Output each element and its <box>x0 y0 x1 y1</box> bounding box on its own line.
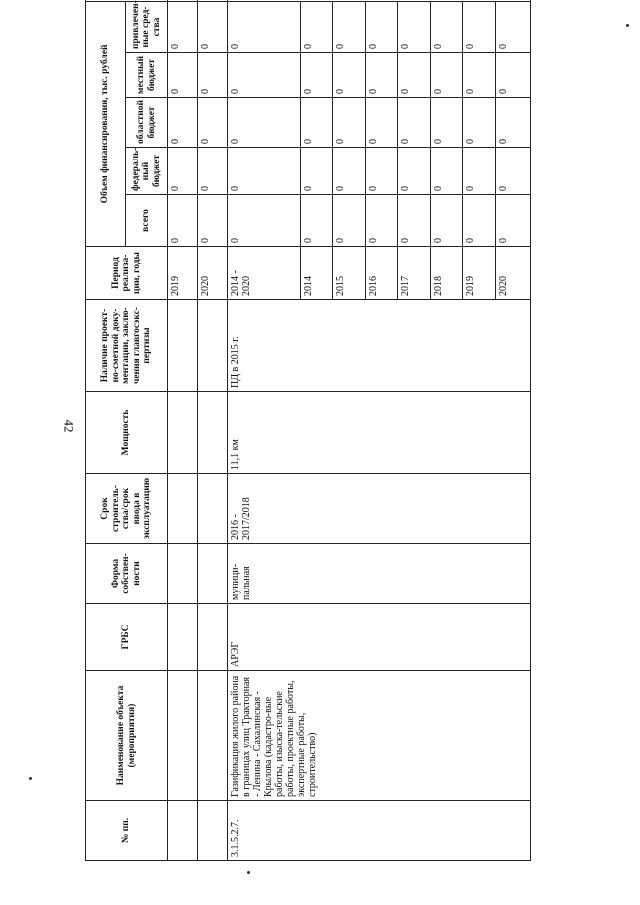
scan-speck <box>29 777 32 780</box>
object-num: 3.1.5.2.7. <box>227 801 530 861</box>
cell-local: 0 <box>398 53 431 98</box>
cell-federal: 0 <box>495 148 530 195</box>
cell-attracted: 0 <box>463 1 496 52</box>
cell-period: 2014 <box>300 247 333 300</box>
cell-federal: 0 <box>197 148 227 195</box>
cell-total: 0 <box>168 195 198 247</box>
cell-total: 0 <box>365 195 398 247</box>
rotated-table-frame <box>85 0 531 861</box>
header-attracted: привлечен-ные сред-ства <box>126 1 168 52</box>
cell-federal: 0 <box>300 148 333 195</box>
object-ownership: муници-пальная <box>227 544 530 604</box>
header-period: Период реализа-ции, годы <box>86 247 168 300</box>
cell-federal: 0 <box>398 148 431 195</box>
cell-total: 0 <box>430 195 463 247</box>
object-docs: ПД в 2015 г. <box>227 300 530 392</box>
scan-speck <box>247 871 250 874</box>
header-federal: федераль-ный бюджет <box>126 148 168 195</box>
cell-attracted: 0 <box>197 1 227 52</box>
cell-federal: 0 <box>227 148 300 195</box>
cell-local: 0 <box>197 53 227 98</box>
table-row <box>168 0 198 861</box>
cell-period: 2019 <box>168 247 198 300</box>
cell-total: 0 <box>300 195 333 247</box>
cell-federal: 0 <box>365 148 398 195</box>
cell-attracted: 0 <box>227 1 300 52</box>
header-construction-period: Срок строитель-ства/срок ввода в эксплуатацию <box>86 474 168 544</box>
cell-period: 2015 <box>333 247 366 300</box>
cell-period: 2014 - 2020 <box>227 247 300 300</box>
cell-regional: 0 <box>333 98 366 148</box>
cell-total: 0 <box>398 195 431 247</box>
cell-attracted: 0 <box>365 1 398 52</box>
cell-regional: 0 <box>197 98 227 148</box>
scan-speck <box>626 24 629 27</box>
cell-attracted: 0 <box>300 1 333 52</box>
cell-attracted: 0 <box>333 1 366 52</box>
header-docs: Наличие проект-но-сметной доку-ментации, заклю-чения главгосэкс-пертизы <box>86 300 168 392</box>
cell-local: 0 <box>227 53 300 98</box>
cell-period: 2020 <box>495 247 530 300</box>
cell-period: 2018 <box>430 247 463 300</box>
header-local: местный бюджет <box>126 53 168 98</box>
cell-federal: 0 <box>168 148 198 195</box>
table-row <box>227 0 300 861</box>
header-capacity: Мощность <box>86 392 168 474</box>
object-capacity: 11,1 км <box>227 392 530 474</box>
page-number: 42 <box>61 419 77 433</box>
table-container <box>85 0 531 861</box>
cell-attracted: 0 <box>168 1 198 52</box>
cell-local: 0 <box>168 53 198 98</box>
cell-local: 0 <box>495 53 530 98</box>
cell-federal: 0 <box>430 148 463 195</box>
table-row <box>197 0 227 861</box>
header-grbs: ГРБС <box>86 604 168 671</box>
cell-attracted: 0 <box>430 1 463 52</box>
cell-attracted: 0 <box>398 1 431 52</box>
cell-period: 2016 <box>365 247 398 300</box>
cell-federal: 0 <box>333 148 366 195</box>
cell-period: 2019 <box>463 247 496 300</box>
funding-table <box>85 0 531 861</box>
cell-regional: 0 <box>495 98 530 148</box>
object-construction-period: 2016 - 2017/2018 <box>227 474 530 544</box>
object-name: Газификация жилого района в границах улиц Тракторная - Ленина - Сахалинская - Крылова (кадастро-вые работы, изыска-тельские работы, проектные работы, экспертные работы, строительство) <box>227 671 530 801</box>
cell-total: 0 <box>463 195 496 247</box>
object-grbs: АРЭГ <box>227 604 530 671</box>
cell-period: 2020 <box>197 247 227 300</box>
cell-regional: 0 <box>300 98 333 148</box>
cell-local: 0 <box>300 53 333 98</box>
header-regional: областной бюджет <box>126 98 168 148</box>
cell-total: 0 <box>333 195 366 247</box>
cell-period: 2017 <box>398 247 431 300</box>
cell-total: 0 <box>227 195 300 247</box>
header-total: всего <box>126 195 168 247</box>
cell-local: 0 <box>365 53 398 98</box>
cell-regional: 0 <box>398 98 431 148</box>
header-num: № пп. <box>86 801 168 861</box>
cell-regional: 0 <box>430 98 463 148</box>
cell-regional: 0 <box>365 98 398 148</box>
cell-total: 0 <box>197 195 227 247</box>
cell-local: 0 <box>430 53 463 98</box>
header-funding-group: Объем финансирования, тыс. рублей <box>86 1 126 246</box>
header-name: Наименование объекта (мероприятия) <box>86 671 168 801</box>
cell-regional: 0 <box>463 98 496 148</box>
cell-regional: 0 <box>168 98 198 148</box>
cell-regional: 0 <box>227 98 300 148</box>
cell-total: 0 <box>495 195 530 247</box>
cell-local: 0 <box>333 53 366 98</box>
cell-local: 0 <box>463 53 496 98</box>
cell-federal: 0 <box>463 148 496 195</box>
header-ownership: Форма собствен-ности <box>86 544 168 604</box>
cell-attracted: 0 <box>495 1 530 52</box>
